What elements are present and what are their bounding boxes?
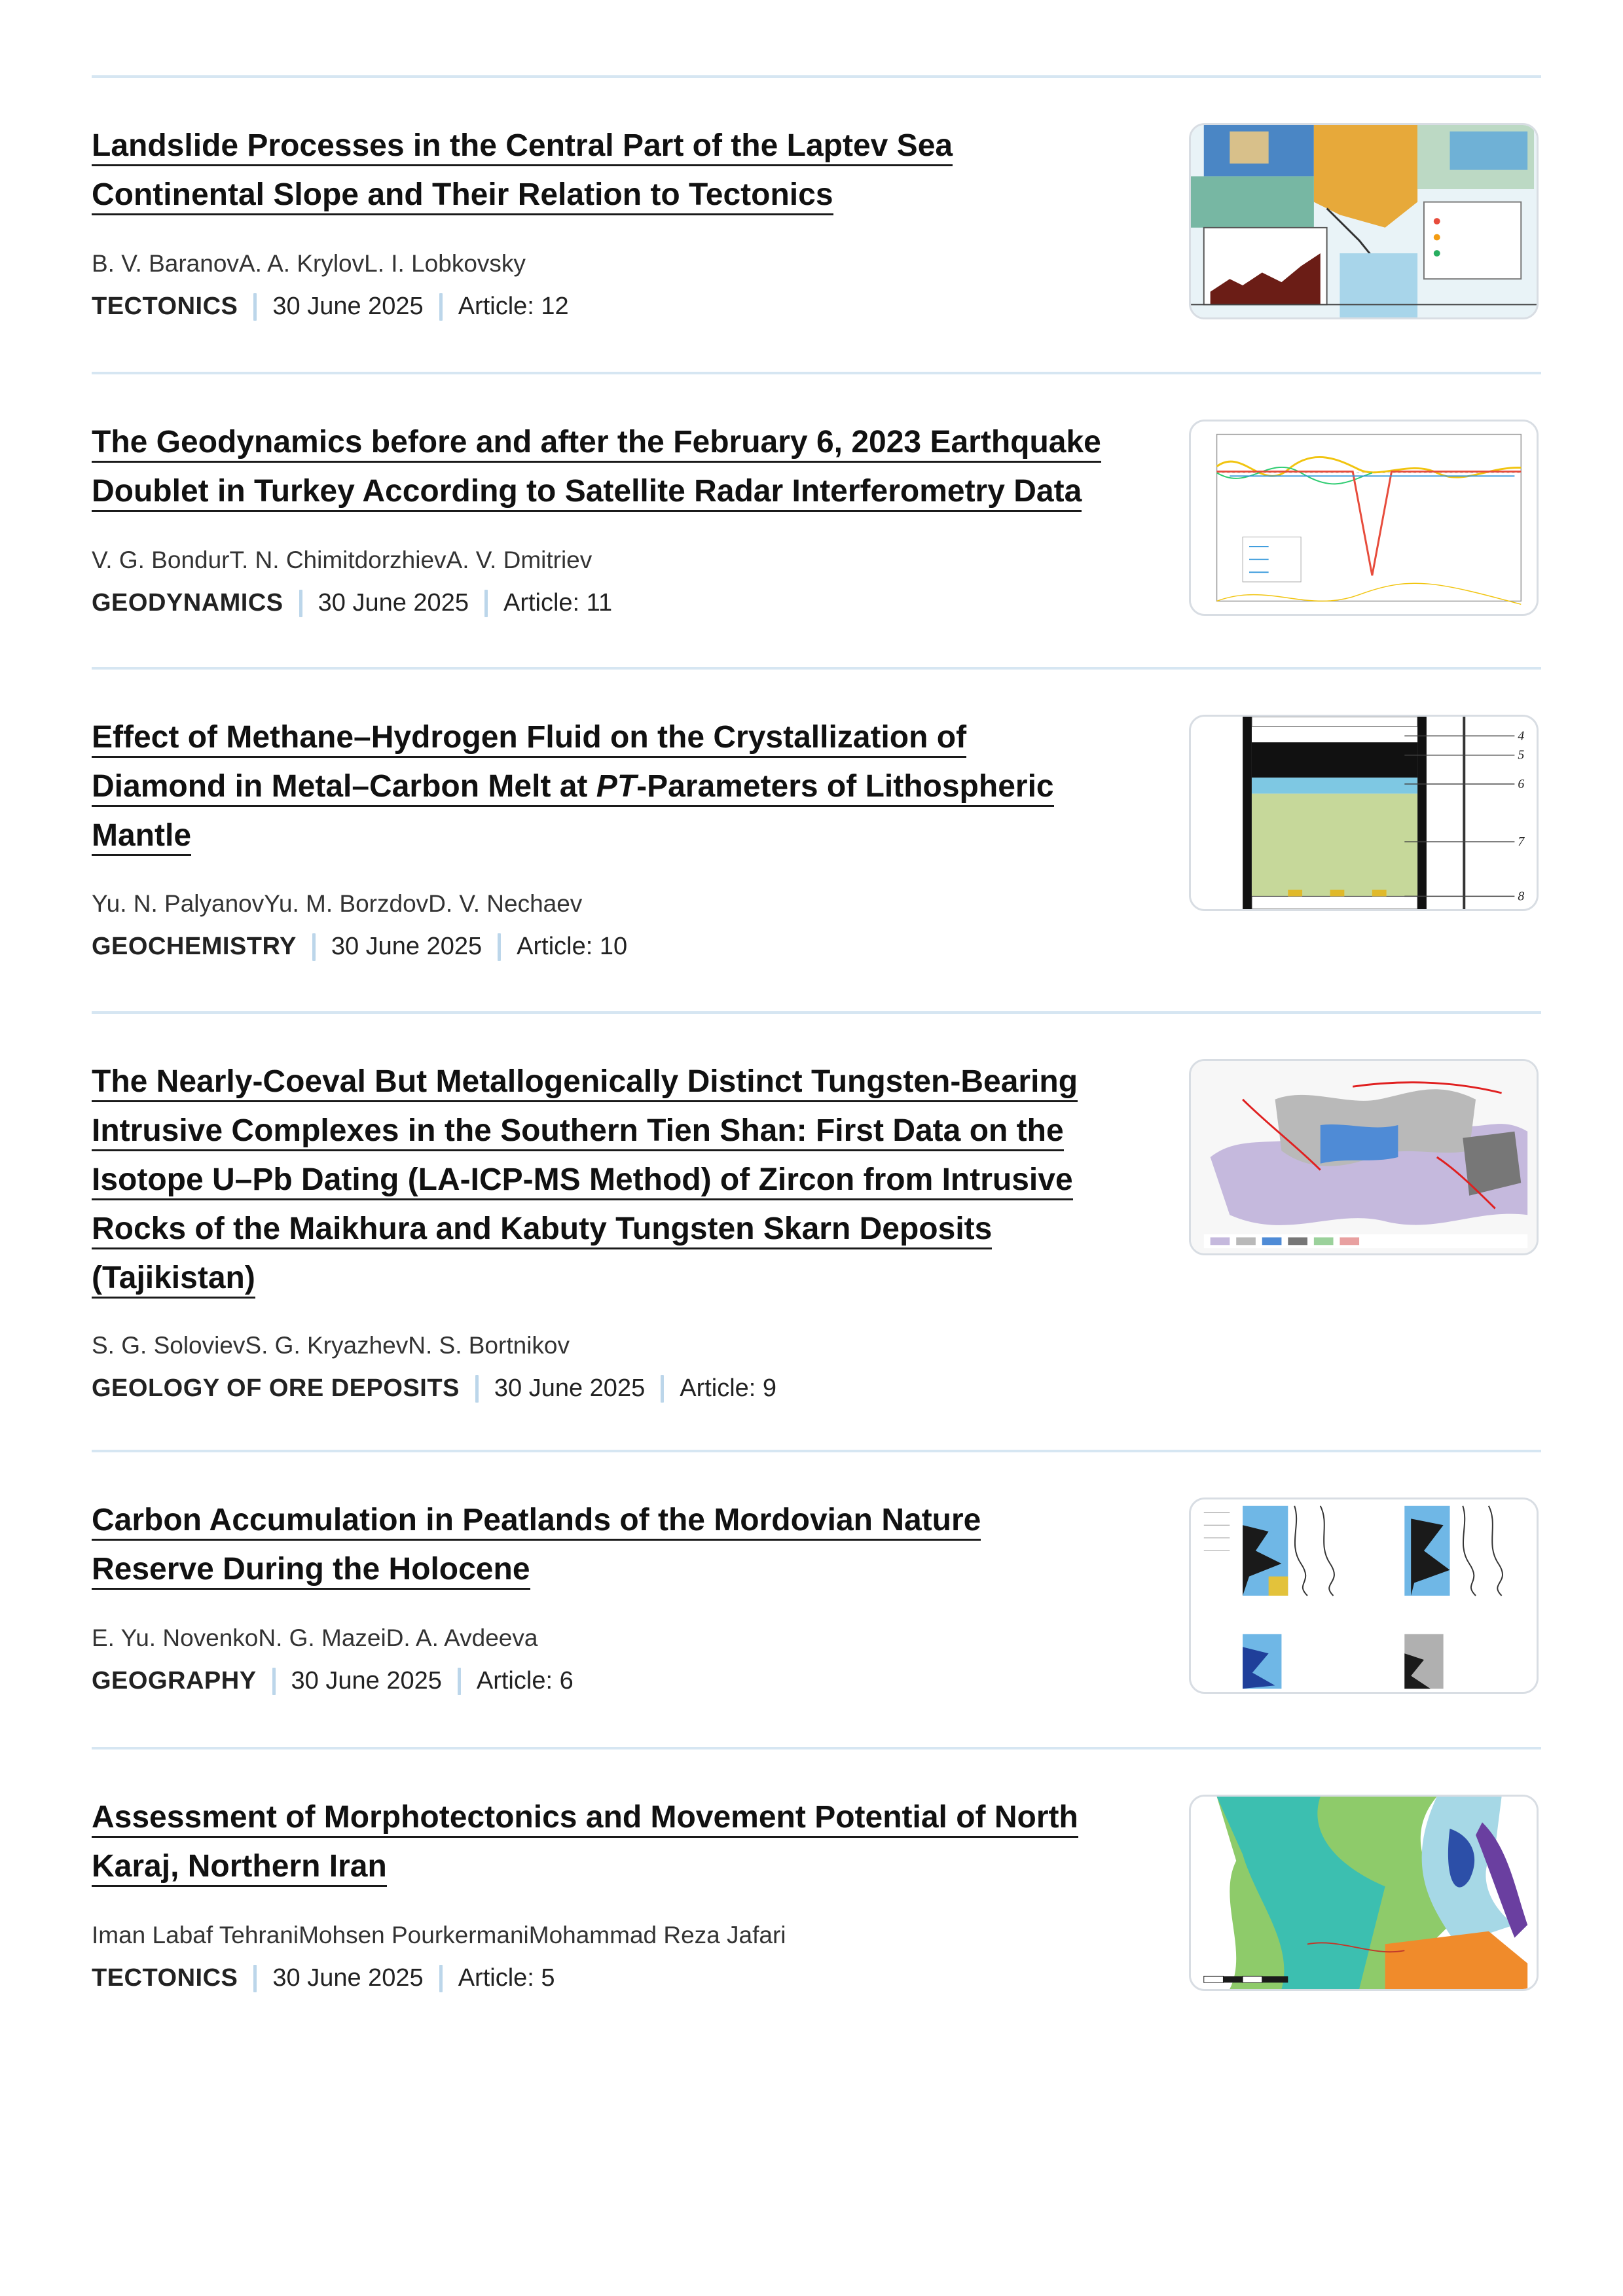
article-title[interactable] <box>92 713 1152 860</box>
svg-text:7: 7 <box>1518 834 1525 849</box>
article-authors: B. V. BaranovA. A. KrylovL. I. Lobkovsky <box>92 250 526 277</box>
pollen-diagram-icon <box>1191 1499 1537 1692</box>
title-line[interactable]: Karaj, Northern Iran <box>92 1849 387 1887</box>
article-title-link[interactable] <box>92 1064 1078 1299</box>
separator <box>299 590 302 617</box>
article-title[interactable] <box>92 1496 1152 1594</box>
article-meta <box>92 1374 776 1403</box>
title-line[interactable]: (Tajikistan) <box>92 1261 255 1299</box>
separator <box>312 933 316 961</box>
article-title-link[interactable] <box>92 128 953 215</box>
article-title-link[interactable] <box>92 1800 1078 1887</box>
article-thumbnail[interactable] <box>1189 1795 1539 1991</box>
article-title[interactable] <box>92 1057 1152 1302</box>
title-line[interactable]: Mantle <box>92 818 191 856</box>
article-authors: Iman Labaf TehraniMohsen PourkermaniMohammad Reza Jafari <box>92 1922 786 1948</box>
publication-date: 30 June 2025 <box>291 1667 442 1695</box>
category-link[interactable]: GEOCHEMISTRY <box>92 933 297 960</box>
article-number: Article: 10 <box>517 933 628 960</box>
title-line[interactable]: Carbon Accumulation in Peatlands of the Mordovian Nature <box>92 1503 981 1541</box>
title-line[interactable]: Intrusive Complexes in the Southern Tien Shan: First Data on the <box>92 1113 1064 1151</box>
category-link[interactable]: GEOLOGY OF ORE DEPOSITS <box>92 1374 460 1402</box>
article-list <box>92 0 1541 2296</box>
category-link[interactable]: GEOGRAPHY <box>92 1667 257 1695</box>
article-thumbnail[interactable] <box>1189 1059 1539 1255</box>
divider <box>92 1450 1541 1452</box>
title-line[interactable]: Continental Slope and Their Relation to Tectonics <box>92 177 833 215</box>
title-line[interactable]: Landslide Processes in the Central Part of the Laptev Sea <box>92 128 953 166</box>
title-line[interactable]: Effect of Methane–Hydrogen Fluid on the Crystallization of <box>92 720 966 758</box>
article-title-link[interactable] <box>92 425 1101 512</box>
svg-text:4: 4 <box>1518 728 1525 744</box>
article-authors: E. Yu. NovenkoN. G. MazeiD. A. Avdeeva <box>92 1624 538 1651</box>
article-title[interactable] <box>92 418 1152 516</box>
divider <box>92 1747 1541 1749</box>
category-link[interactable]: GEODYNAMICS <box>92 589 283 617</box>
separator <box>439 293 443 321</box>
separator <box>253 293 257 321</box>
article-number: Article: 11 <box>503 589 613 617</box>
article-authors: Yu. N. PalyanovYu. M. BorzdovD. V. Nechaev <box>92 890 583 917</box>
publication-date: 30 June 2025 <box>331 933 483 960</box>
svg-text:6: 6 <box>1518 776 1525 791</box>
title-line-segment[interactable]: -Parameters of Lithospheric <box>636 769 1054 804</box>
article-meta <box>92 589 612 617</box>
separator <box>272 1668 276 1695</box>
separator <box>498 933 501 961</box>
divider <box>92 667 1541 670</box>
title-line[interactable]: Isotope U–Pb Dating (LA-ICP-MS Method) of Zircon from Intrusive <box>92 1162 1073 1200</box>
publication-date: 30 June 2025 <box>494 1374 646 1402</box>
article-title[interactable] <box>92 121 1152 219</box>
separator <box>458 1668 461 1695</box>
separator <box>484 590 488 617</box>
separator <box>439 1965 443 1992</box>
article-number: Article: 9 <box>680 1374 777 1402</box>
title-line[interactable]: Reserve During the Holocene <box>92 1552 530 1590</box>
article-thumbnail[interactable] <box>1189 715 1539 911</box>
zonation-map-icon <box>1191 1797 1537 1989</box>
article-thumbnail[interactable] <box>1189 420 1539 616</box>
article-meta <box>92 1964 555 1992</box>
publication-date: 30 June 2025 <box>318 589 469 617</box>
article-meta <box>92 1667 574 1695</box>
article-thumbnail[interactable] <box>1189 123 1539 319</box>
article-meta <box>92 933 627 961</box>
title-line[interactable]: The Nearly-Coeval But Metallogenically Distinct Tungsten-Bearing <box>92 1064 1078 1102</box>
article-authors: V. G. BondurT. N. ChimitdorzhievA. V. Dmitriev <box>92 547 593 573</box>
divider <box>92 1011 1541 1014</box>
title-line-segment[interactable]: Diamond in Metal–Carbon Melt at <box>92 769 596 804</box>
divider <box>92 372 1541 374</box>
article-number: Article: 5 <box>458 1964 555 1992</box>
divider <box>92 75 1541 78</box>
publication-date: 30 June 2025 <box>272 293 424 320</box>
article-number: Article: 6 <box>476 1667 574 1695</box>
svg-text:5: 5 <box>1518 747 1525 762</box>
map-figure-icon <box>1191 125 1537 317</box>
separator <box>253 1965 257 1992</box>
article-title-link[interactable] <box>92 720 1054 856</box>
article-number: Article: 12 <box>458 293 569 320</box>
title-line[interactable] <box>92 769 1054 807</box>
geologic-map-icon <box>1191 1061 1537 1253</box>
line-plot-icon <box>1191 422 1537 614</box>
separator <box>475 1375 479 1403</box>
category-link[interactable]: TECTONICS <box>92 1964 238 1992</box>
title-line[interactable]: The Geodynamics before and after the February 6, 2023 Earthquake <box>92 425 1101 463</box>
article-thumbnail[interactable] <box>1189 1498 1539 1694</box>
article-title[interactable] <box>92 1793 1152 1891</box>
cell-diagram-icon <box>1191 717 1537 909</box>
title-line[interactable]: Doublet in Turkey According to Satellite Radar Interferometry Data <box>92 474 1082 512</box>
svg-text:8: 8 <box>1518 889 1525 904</box>
article-meta <box>92 293 569 321</box>
title-line[interactable]: Assessment of Morphotectonics and Movement Potential of North <box>92 1800 1078 1838</box>
title-line[interactable]: Rocks of the Maikhura and Kabuty Tungsten Skarn Deposits <box>92 1211 992 1249</box>
category-link[interactable]: TECTONICS <box>92 293 238 320</box>
separator <box>661 1375 664 1403</box>
title-italic-pt[interactable]: PT <box>596 769 637 804</box>
article-authors: S. G. SolovievS. G. KryazhevN. S. Bortnikov <box>92 1332 570 1359</box>
article-title-link[interactable] <box>92 1503 981 1590</box>
publication-date: 30 June 2025 <box>272 1964 424 1992</box>
